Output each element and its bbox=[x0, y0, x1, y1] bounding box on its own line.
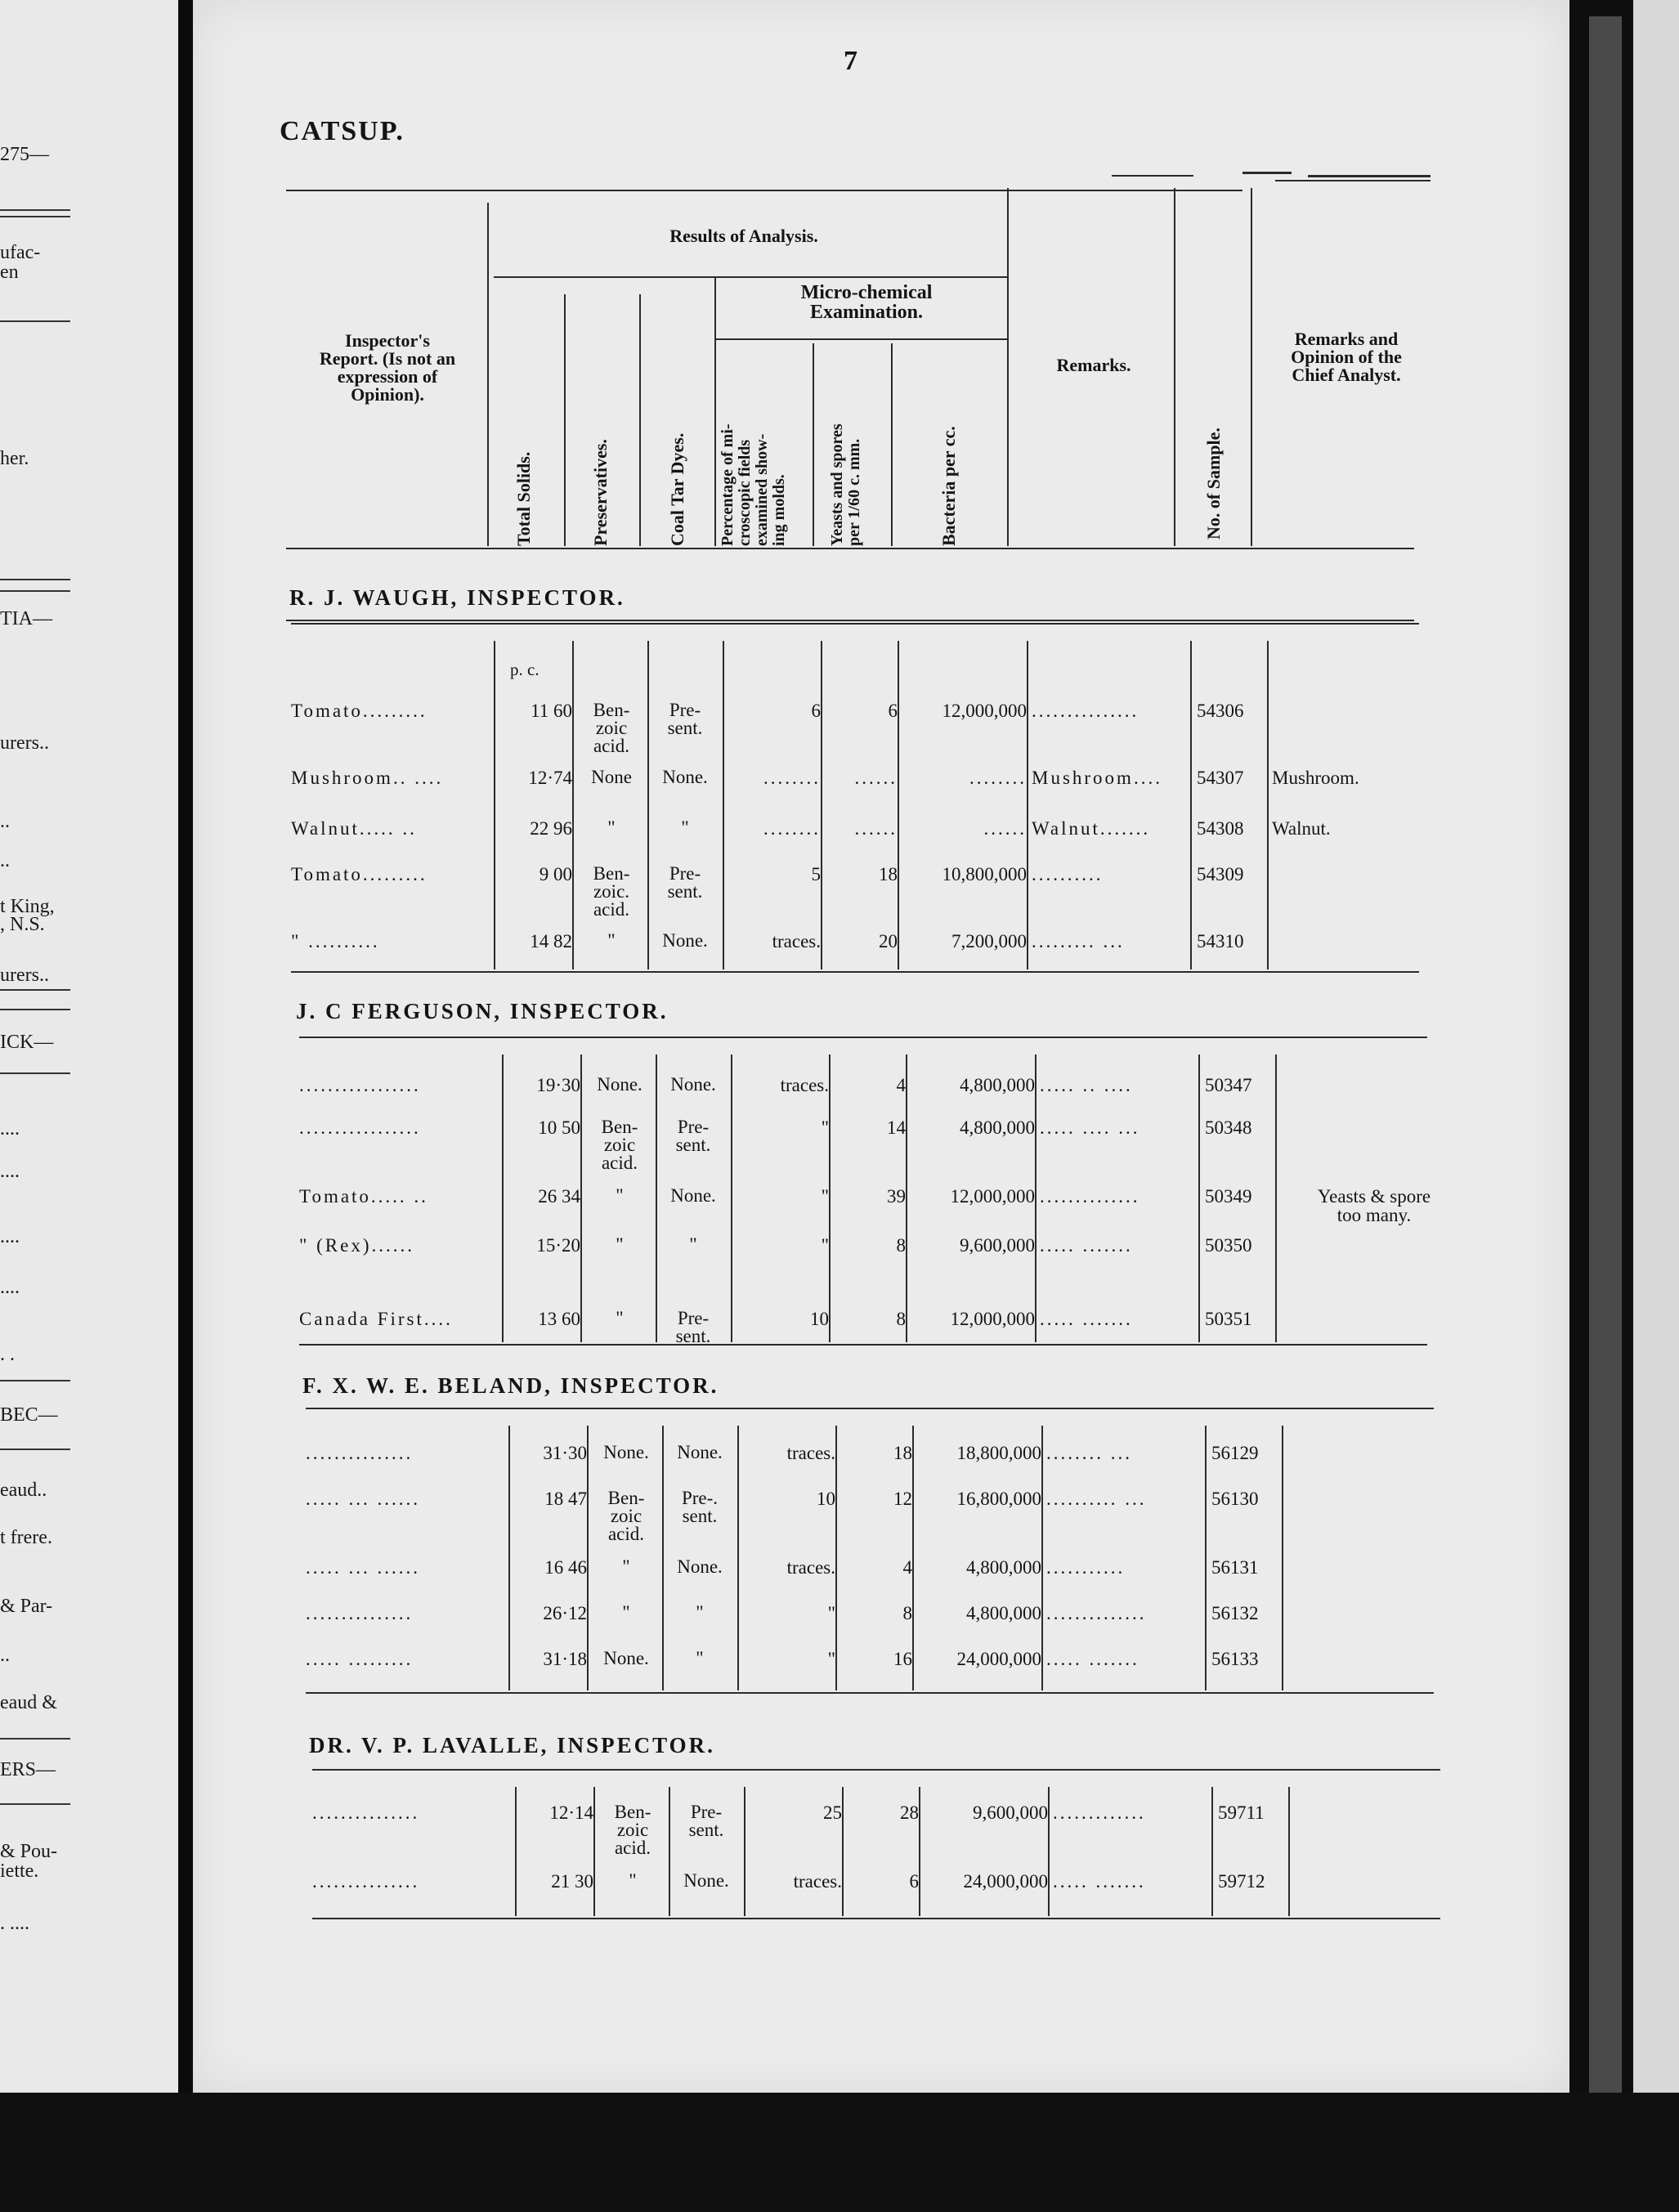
cell-bacteria: 7,200,000 bbox=[951, 931, 1027, 952]
cell-yeasts: ...... bbox=[854, 768, 898, 788]
column-rule bbox=[1288, 1787, 1290, 1916]
cell-dyes: None. bbox=[670, 1074, 716, 1095]
column-rule bbox=[1211, 1787, 1213, 1916]
cell-report: Mushroom.. .... bbox=[291, 768, 444, 788]
margin-rule bbox=[0, 1803, 70, 1805]
column-rule bbox=[580, 1055, 582, 1342]
cell-molds: " bbox=[821, 1117, 829, 1138]
page-title: CATSUP. bbox=[280, 116, 405, 146]
cell-solids: 18 47 bbox=[544, 1489, 587, 1509]
cell-pres: " bbox=[622, 1556, 630, 1577]
cell-pres: None. bbox=[603, 1648, 649, 1668]
cell-bacteria: ...... bbox=[983, 818, 1027, 839]
cell-report: ............... bbox=[306, 1603, 414, 1623]
cell-molds: 5 bbox=[811, 864, 821, 884]
margin-text-line: .... bbox=[0, 1161, 20, 1182]
margin-rule bbox=[0, 209, 70, 211]
column-rule bbox=[1198, 1055, 1200, 1342]
cell-bacteria: 4,800,000 bbox=[966, 1603, 1041, 1623]
cell-bacteria: 10,800,000 bbox=[942, 864, 1027, 884]
cell-solids: 26·12 bbox=[543, 1603, 587, 1623]
margin-text-line: .... bbox=[0, 1118, 20, 1140]
cell-molds: traces. bbox=[780, 1075, 829, 1095]
cell-yeasts: 39 bbox=[887, 1186, 906, 1207]
cell-dyes: Pre- sent. bbox=[688, 1802, 724, 1840]
margin-rule bbox=[0, 1738, 70, 1740]
cell-bacteria: 4,800,000 bbox=[960, 1117, 1035, 1138]
margin-text-line: BEC— bbox=[0, 1404, 58, 1426]
cell-molds: ........ bbox=[763, 768, 821, 788]
cell-sample: 54310 bbox=[1197, 931, 1244, 952]
cell-chief: Yeasts & spore too many. bbox=[1317, 1186, 1431, 1225]
cell-solids: 9 00 bbox=[539, 864, 572, 884]
column-rule bbox=[1275, 1055, 1277, 1342]
margin-rule bbox=[0, 1009, 70, 1010]
cell-report: Tomato..... .. bbox=[299, 1186, 428, 1207]
results-of-analysis-header: Results of Analysis. bbox=[669, 226, 818, 246]
margin-text-line: en bbox=[0, 262, 19, 283]
cell-remarks: Mushroom.... bbox=[1032, 768, 1162, 788]
cell-dyes: Pre-. sent. bbox=[681, 1488, 719, 1526]
cell-solids: 22 96 bbox=[530, 818, 572, 839]
cell-pres: Ben- zoic. acid. bbox=[593, 863, 630, 920]
cell-sample: 56129 bbox=[1211, 1443, 1259, 1463]
cell-yeasts: 12 bbox=[893, 1489, 912, 1509]
cell-sample: 56133 bbox=[1211, 1649, 1259, 1669]
cell-pres: " bbox=[616, 1234, 624, 1255]
section-bottom-rule bbox=[291, 971, 1419, 973]
cell-molds: " bbox=[827, 1603, 835, 1623]
preservatives-header: Preservatives. bbox=[590, 439, 611, 546]
cell-pres: " bbox=[616, 1185, 624, 1206]
column-rule bbox=[662, 1426, 664, 1690]
cell-yeasts: 20 bbox=[879, 931, 898, 952]
margin-text-line: . . bbox=[0, 1344, 15, 1365]
inspector-heading: F. X. W. E. BELAND, INSPECTOR. bbox=[302, 1373, 719, 1398]
film-edge-bottom bbox=[0, 2093, 1679, 2212]
cell-molds: " bbox=[821, 1235, 829, 1256]
cell-sample: 50349 bbox=[1205, 1186, 1252, 1207]
cell-dyes: " bbox=[689, 1234, 697, 1255]
cell-dyes: None. bbox=[662, 930, 708, 951]
cell-molds: 10 bbox=[810, 1309, 829, 1329]
micro-chemical-header: Micro-chemical Examination. bbox=[800, 282, 933, 323]
cell-sample: 50347 bbox=[1205, 1075, 1252, 1095]
column-rule bbox=[919, 1787, 920, 1916]
cell-sample: 56130 bbox=[1211, 1489, 1259, 1509]
cell-yeasts: 6 bbox=[888, 701, 898, 721]
cell-yeasts: 8 bbox=[902, 1603, 912, 1623]
cell-sample: 54309 bbox=[1197, 864, 1244, 884]
cell-solids: 10 50 bbox=[538, 1117, 580, 1138]
cell-molds: " bbox=[827, 1649, 835, 1669]
margin-text-line: & Par- bbox=[0, 1596, 53, 1617]
cell-report: Tomato......... bbox=[291, 701, 428, 721]
cell-dyes: Pre- sent. bbox=[667, 863, 703, 902]
section-rule bbox=[291, 623, 1419, 625]
cell-report: ..... ... ...... bbox=[306, 1557, 420, 1578]
cell-remarks: .......... bbox=[1032, 864, 1104, 884]
cell-pres: Ben- zoic acid. bbox=[607, 1488, 645, 1544]
column-rule bbox=[647, 641, 649, 969]
cell-sample: 50348 bbox=[1205, 1117, 1252, 1138]
cell-yeasts: 8 bbox=[896, 1235, 906, 1256]
cell-dyes: Pre- sent. bbox=[667, 700, 703, 738]
cell-yeasts: 18 bbox=[879, 864, 898, 884]
cell-pres: Ben- zoic acid. bbox=[614, 1802, 651, 1858]
cell-solids: 21 30 bbox=[551, 1871, 593, 1892]
cell-remarks: .......... ... bbox=[1046, 1489, 1147, 1509]
cell-sample: 56131 bbox=[1211, 1557, 1259, 1578]
margin-text-line: . .... bbox=[0, 1913, 29, 1934]
cell-dyes: " bbox=[696, 1648, 704, 1668]
cell-yeasts: 8 bbox=[896, 1309, 906, 1329]
margin-rule bbox=[0, 216, 70, 217]
cell-yeasts: 4 bbox=[896, 1075, 906, 1095]
cell-bacteria: 12,000,000 bbox=[950, 1309, 1035, 1329]
margin-text-line: .... bbox=[0, 1226, 20, 1247]
cell-report: ............... bbox=[312, 1871, 420, 1892]
cell-bacteria: 4,800,000 bbox=[960, 1075, 1035, 1095]
cell-sample: 59711 bbox=[1218, 1802, 1265, 1823]
chief-analyst-header: Remarks and Opinion of the Chief Analyst. bbox=[1291, 329, 1402, 385]
column-rule bbox=[1282, 1426, 1283, 1690]
column-rule bbox=[912, 1426, 914, 1690]
cell-sample: 59712 bbox=[1218, 1871, 1265, 1892]
cell-bacteria: 16,800,000 bbox=[956, 1489, 1041, 1509]
cell-remarks: ......... ... bbox=[1032, 931, 1125, 952]
cell-sample: 50350 bbox=[1205, 1235, 1252, 1256]
cell-solids: 12·14 bbox=[549, 1802, 593, 1823]
margin-text-line: & Pou- bbox=[0, 1841, 58, 1862]
cell-remarks: .............. bbox=[1046, 1603, 1147, 1623]
margin-rule bbox=[0, 320, 70, 322]
column-rule bbox=[593, 1787, 595, 1916]
section-rule bbox=[299, 1037, 1427, 1038]
column-rule bbox=[669, 1787, 670, 1916]
cell-chief: Mushroom. bbox=[1272, 768, 1359, 788]
film-edge-light bbox=[1633, 0, 1679, 2212]
column-rule bbox=[1041, 1426, 1043, 1690]
cell-remarks: ........ ... bbox=[1046, 1443, 1132, 1463]
column-rule bbox=[656, 1055, 657, 1342]
margin-text-line: .... bbox=[0, 1277, 20, 1298]
cell-solids: 11 60 bbox=[531, 701, 572, 721]
cell-remarks: ............. bbox=[1053, 1802, 1146, 1823]
cell-solids: 26 34 bbox=[538, 1186, 580, 1207]
margin-rule bbox=[0, 1449, 70, 1450]
column-rule bbox=[1205, 1426, 1207, 1690]
cell-report: Walnut..... .. bbox=[291, 818, 417, 839]
margin-rule bbox=[0, 579, 70, 580]
cell-sample: 50351 bbox=[1205, 1309, 1252, 1329]
margin-text-line: urers.. bbox=[0, 965, 49, 986]
unit-label: p. c. bbox=[510, 660, 540, 679]
cell-pres: Ben- zoic acid. bbox=[601, 1117, 638, 1173]
cell-yeasts: 4 bbox=[902, 1557, 912, 1578]
cell-dyes: " bbox=[681, 817, 689, 838]
section-rule bbox=[312, 1769, 1440, 1771]
cell-solids: 12·74 bbox=[528, 768, 572, 788]
inspector-heading: DR. V. P. LAVALLE, INSPECTOR. bbox=[309, 1733, 715, 1758]
bacteria-header: Bacteria per cc. bbox=[938, 426, 959, 546]
cell-sample: 54307 bbox=[1197, 768, 1244, 788]
cell-remarks: Walnut....... bbox=[1032, 818, 1151, 839]
cell-pres: " bbox=[607, 817, 616, 838]
cell-molds: traces. bbox=[786, 1557, 835, 1578]
cell-molds: traces. bbox=[793, 1871, 842, 1892]
cell-dyes: None. bbox=[662, 767, 708, 787]
cell-dyes: None. bbox=[677, 1442, 723, 1462]
cell-solids: 13 60 bbox=[538, 1309, 580, 1329]
column-rule bbox=[829, 1055, 831, 1342]
page-number: 7 bbox=[844, 46, 857, 76]
cell-bacteria: 9,600,000 bbox=[973, 1802, 1048, 1823]
margin-text-line: eaud & bbox=[0, 1692, 57, 1713]
cell-yeasts: ...... bbox=[854, 818, 898, 839]
percentage-molds-header: Percentage of mi- croscopic fields examined show- ing molds. bbox=[719, 423, 788, 546]
cell-bacteria: 18,800,000 bbox=[956, 1443, 1041, 1463]
margin-text-line: TIA— bbox=[0, 608, 52, 629]
margin-text-line: eaud.. bbox=[0, 1480, 47, 1501]
cell-pres: " bbox=[622, 1602, 630, 1623]
cell-bacteria: ........ bbox=[969, 768, 1027, 788]
cell-pres: " bbox=[629, 1870, 637, 1891]
margin-rule bbox=[0, 989, 70, 991]
cell-dyes: None. bbox=[677, 1556, 723, 1577]
cell-molds: ........ bbox=[763, 818, 821, 839]
margin-text-line: ufac- bbox=[0, 242, 41, 263]
column-rule bbox=[906, 1055, 907, 1342]
cell-report: " (Rex)...... bbox=[299, 1235, 415, 1256]
inspector-heading: R. J. WAUGH, INSPECTOR. bbox=[289, 585, 625, 610]
cell-remarks: ..... ....... bbox=[1040, 1309, 1133, 1329]
cell-molds: 25 bbox=[823, 1802, 842, 1823]
column-rule bbox=[1190, 641, 1192, 969]
cell-bacteria: 4,800,000 bbox=[966, 1557, 1041, 1578]
cell-dyes: " bbox=[696, 1602, 704, 1623]
cell-solids: 31·30 bbox=[543, 1443, 587, 1463]
sample-number-header: No. of Sample. bbox=[1203, 428, 1224, 540]
column-rule bbox=[587, 1426, 589, 1690]
margin-text-line: iette. bbox=[0, 1860, 39, 1882]
margin-rule bbox=[0, 1380, 70, 1381]
margin-text-line: urers.. bbox=[0, 732, 49, 754]
section-bottom-rule bbox=[306, 1692, 1434, 1694]
cell-report: Tomato......... bbox=[291, 864, 428, 884]
cell-yeasts: 28 bbox=[900, 1802, 919, 1823]
section-bottom-rule bbox=[299, 1344, 1427, 1346]
column-rule bbox=[1027, 641, 1028, 969]
cell-sample: 54308 bbox=[1197, 818, 1244, 839]
column-rule bbox=[1048, 1787, 1050, 1916]
cell-remarks: ..... .... ... bbox=[1040, 1117, 1140, 1138]
margin-text-line: 275— bbox=[0, 144, 49, 165]
margin-text-line: her. bbox=[0, 448, 29, 469]
column-rule bbox=[572, 641, 574, 969]
margin-text-line: .. bbox=[0, 850, 10, 871]
cell-remarks: .............. bbox=[1040, 1186, 1140, 1207]
column-rule bbox=[842, 1787, 844, 1916]
total-solids-header: Total Solids. bbox=[513, 451, 534, 546]
column-rule bbox=[1035, 1055, 1037, 1342]
cell-molds: 6 bbox=[811, 701, 821, 721]
margin-rule bbox=[0, 1072, 70, 1074]
cell-remarks: ........... bbox=[1046, 1557, 1126, 1578]
column-rule bbox=[835, 1426, 837, 1690]
cell-dyes: Pre- sent. bbox=[675, 1117, 711, 1155]
inspector-report-header: Inspector's Report. (Is not an expression of Opinion). bbox=[319, 330, 456, 405]
cell-report: ................. bbox=[299, 1117, 421, 1138]
column-rule bbox=[1267, 641, 1269, 969]
margin-text-line: .. bbox=[0, 1645, 10, 1666]
cell-yeasts: 6 bbox=[909, 1871, 919, 1892]
cell-remarks: ..... .. .... bbox=[1040, 1075, 1133, 1095]
cell-report: ............... bbox=[306, 1443, 414, 1463]
cell-molds: traces. bbox=[786, 1443, 835, 1463]
page-gutter bbox=[178, 0, 193, 2212]
cell-yeasts: 18 bbox=[893, 1443, 912, 1463]
cell-report: " .......... bbox=[291, 931, 380, 952]
cell-sample: 56132 bbox=[1211, 1603, 1259, 1623]
cell-chief: Walnut. bbox=[1272, 818, 1331, 839]
column-rule bbox=[494, 641, 495, 969]
cell-molds: 10 bbox=[817, 1489, 835, 1509]
cell-remarks: ..... ....... bbox=[1053, 1871, 1146, 1892]
cell-bacteria: 24,000,000 bbox=[963, 1871, 1048, 1892]
cell-report: Canada First.... bbox=[299, 1309, 453, 1329]
cell-dyes: Pre- sent. bbox=[675, 1308, 711, 1346]
cell-pres: Ben- zoic acid. bbox=[593, 700, 630, 756]
margin-text-line: t frere. bbox=[0, 1527, 52, 1548]
section-rule bbox=[306, 1408, 1434, 1409]
cell-bacteria: 9,600,000 bbox=[960, 1235, 1035, 1256]
film-edge-strip bbox=[1589, 16, 1622, 2109]
cell-solids: 31·18 bbox=[543, 1649, 587, 1669]
cell-sample: 54306 bbox=[1197, 701, 1244, 721]
coal-tar-dyes-header: Coal Tar Dyes. bbox=[667, 432, 687, 546]
margin-rule bbox=[0, 590, 70, 592]
column-rule bbox=[723, 641, 724, 969]
margin-text-line: , N.S. bbox=[0, 914, 45, 935]
margin-text-line: t King, bbox=[0, 896, 55, 917]
cell-solids: 19·30 bbox=[536, 1075, 580, 1095]
cell-report: ............... bbox=[312, 1802, 420, 1823]
section-bottom-rule bbox=[312, 1918, 1440, 1919]
cell-pres: " bbox=[616, 1308, 624, 1328]
margin-text-line: ICK— bbox=[0, 1032, 54, 1053]
cell-molds: traces. bbox=[772, 931, 821, 952]
cell-pres: None bbox=[591, 767, 632, 787]
cell-yeasts: 14 bbox=[887, 1117, 906, 1138]
cell-pres: None. bbox=[603, 1442, 649, 1462]
cell-solids: 15·20 bbox=[536, 1235, 580, 1256]
cell-remarks: ............... bbox=[1032, 701, 1139, 721]
margin-text-line: .. bbox=[0, 811, 10, 832]
inspector-heading: J. C FERGUSON, INSPECTOR. bbox=[296, 999, 669, 1023]
cell-pres: None. bbox=[597, 1074, 642, 1095]
cell-remarks: ..... ....... bbox=[1046, 1649, 1139, 1669]
cell-yeasts: 16 bbox=[893, 1649, 912, 1669]
cell-solids: 16 46 bbox=[544, 1557, 587, 1578]
cell-bacteria: 24,000,000 bbox=[956, 1649, 1041, 1669]
column-rule bbox=[821, 641, 822, 969]
cell-pres: " bbox=[607, 930, 616, 951]
margin-text-line: ERS— bbox=[0, 1759, 56, 1780]
cell-remarks: ..... ....... bbox=[1040, 1235, 1133, 1256]
cell-dyes: None. bbox=[683, 1870, 729, 1891]
cell-bacteria: 12,000,000 bbox=[950, 1186, 1035, 1207]
cell-report: ..... ......... bbox=[306, 1649, 414, 1669]
cell-solids: 14 82 bbox=[530, 931, 572, 952]
cell-report: ..... ... ...... bbox=[306, 1489, 420, 1509]
column-rule bbox=[898, 641, 899, 969]
cell-molds: " bbox=[821, 1186, 829, 1207]
cell-report: ................. bbox=[299, 1075, 421, 1095]
yeasts-spores-header: Yeasts and spores per 1/60 c. mm. bbox=[828, 423, 863, 546]
cell-dyes: None. bbox=[670, 1185, 716, 1206]
remarks-header: Remarks. bbox=[1056, 355, 1131, 375]
cell-bacteria: 12,000,000 bbox=[942, 701, 1027, 721]
